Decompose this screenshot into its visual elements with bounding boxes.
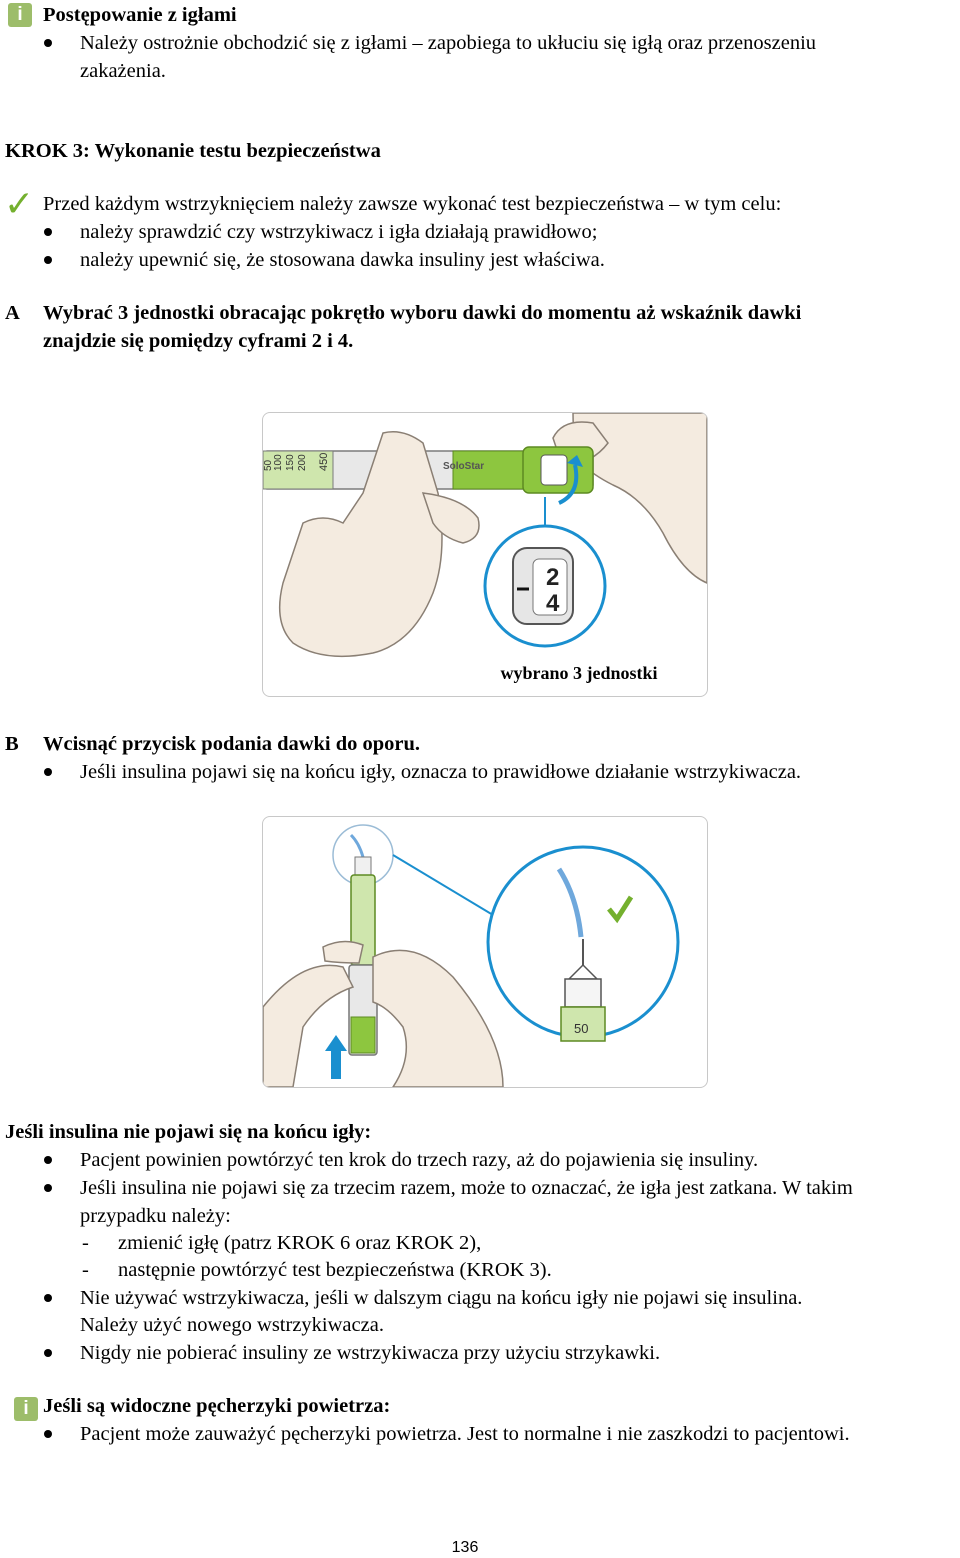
step-b-bullet: Jeśli insulina pojawi się na końcu igły, oznacza to prawidłowe działanie wstrzykiwacza. [80,761,802,783]
dose-selection-figure [262,412,708,697]
bullet-dot [44,768,52,776]
dose-caption: wybrano 3 jednostki [473,650,685,696]
step-b-letter: B [5,733,19,755]
pen-scale-label: 50 [574,1021,589,1036]
bullet-dot [44,228,52,236]
needle-handling-heading: Postępowanie z igłami [43,4,237,26]
page-number: 136 [451,1539,479,1556]
bullet-dot [44,1294,52,1302]
bullet-dot [44,1156,52,1164]
no-insulin-dash-2: następnie powtórzyć test bezpieczeństwa (KROK 3). [118,1259,552,1281]
air-bubbles-bullet: Pacjent może zauważyć pęcherzyki powietrza. Jest to normalne i nie zaszkodzi to pacjentowi. [80,1423,850,1445]
bullet-dot [44,1430,52,1438]
pen-brand-label: SoloStar [443,461,485,472]
needle-handling-text-2: zakażenia. [80,60,166,82]
no-insulin-dash-1: zmienić igłę (patrz KROK 6 oraz KROK 2), [118,1232,482,1254]
step-a-text-2: znajdzie się pomiędzy cyframi 2 i 4. [43,330,354,352]
step-b-text: Wcisnąć przycisk podania dawki do oporu. [43,733,421,755]
step3-bullet-1: należy sprawdzić czy wstrzykiwacz i igła działają prawidłowo; [80,221,598,243]
air-bubbles-heading: Jeśli są widoczne pęcherzyki powietrza: [43,1395,391,1417]
bullet-dot [44,39,52,47]
dose-window-number: 4 [546,590,560,617]
safety-test-illustration [263,817,707,1087]
no-insulin-heading: Jeśli insulina nie pojawi się na końcu igły: [5,1121,372,1143]
check-icon: ✓ [4,184,35,225]
step-a-text-1: Wybrać 3 jednostki obracając pokrętło wyboru dawki do momentu aż wskaźnik dawki [43,302,802,324]
dose-window-number: 2 [546,564,560,591]
no-insulin-bullet-4: Nigdy nie pobierać insuliny ze wstrzykiwacza przy użyciu strzykawki. [80,1342,661,1364]
dash-marker: - [82,1259,89,1281]
safety-test-figure [262,816,708,1088]
info-icon: i [14,1397,38,1421]
no-insulin-bullet-1: Pacjent powinien powtórzyć ten krok do trzech razy, aż do pojawienia się insuliny. [80,1149,759,1171]
step3-heading: KROK 3: Wykonanie testu bezpieczeństwa [5,140,381,162]
step3-intro: Przed każdym wstrzyknięciem należy zawsze wykonać test bezpieczeństwa – w tym celu: [43,193,782,215]
bullet-dot [44,256,52,264]
no-insulin-bullet-2-line-1: Jeśli insulina nie pojawi się za trzecim razem, może to oznaczać, że igła jest zatkana. W takim [80,1177,853,1199]
dash-marker: - [82,1232,89,1254]
step-a-letter: A [5,302,20,324]
pen-scale-label: 150 [285,454,296,471]
no-insulin-bullet-2-line-2: przypadku należy: [80,1205,231,1227]
no-insulin-bullet-3-line-1: Nie używać wstrzykiwacza, jeśli w dalszym ciągu na końcu igły nie pojawi się insulina. [80,1287,803,1309]
info-icon: i [8,3,32,27]
step3-bullet-2: należy upewnić się, że stosowana dawka insuliny jest właściwa. [80,249,605,271]
bullet-dot [44,1349,52,1357]
pen-scale-label: 200 [297,454,308,471]
no-insulin-bullet-3-line-2: Należy użyć nowego wstrzykiwacza. [80,1314,384,1336]
pen-scale-label: 450 [318,452,330,471]
pen-scale-label: 50 [263,459,274,471]
pen-scale-label: 100 [273,454,284,471]
bullet-dot [44,1184,52,1192]
needle-handling-text-1: Należy ostrożnie obchodzić się z igłami – zapobiega to ukłuciu się igłą oraz przenoszeniu [80,32,817,54]
